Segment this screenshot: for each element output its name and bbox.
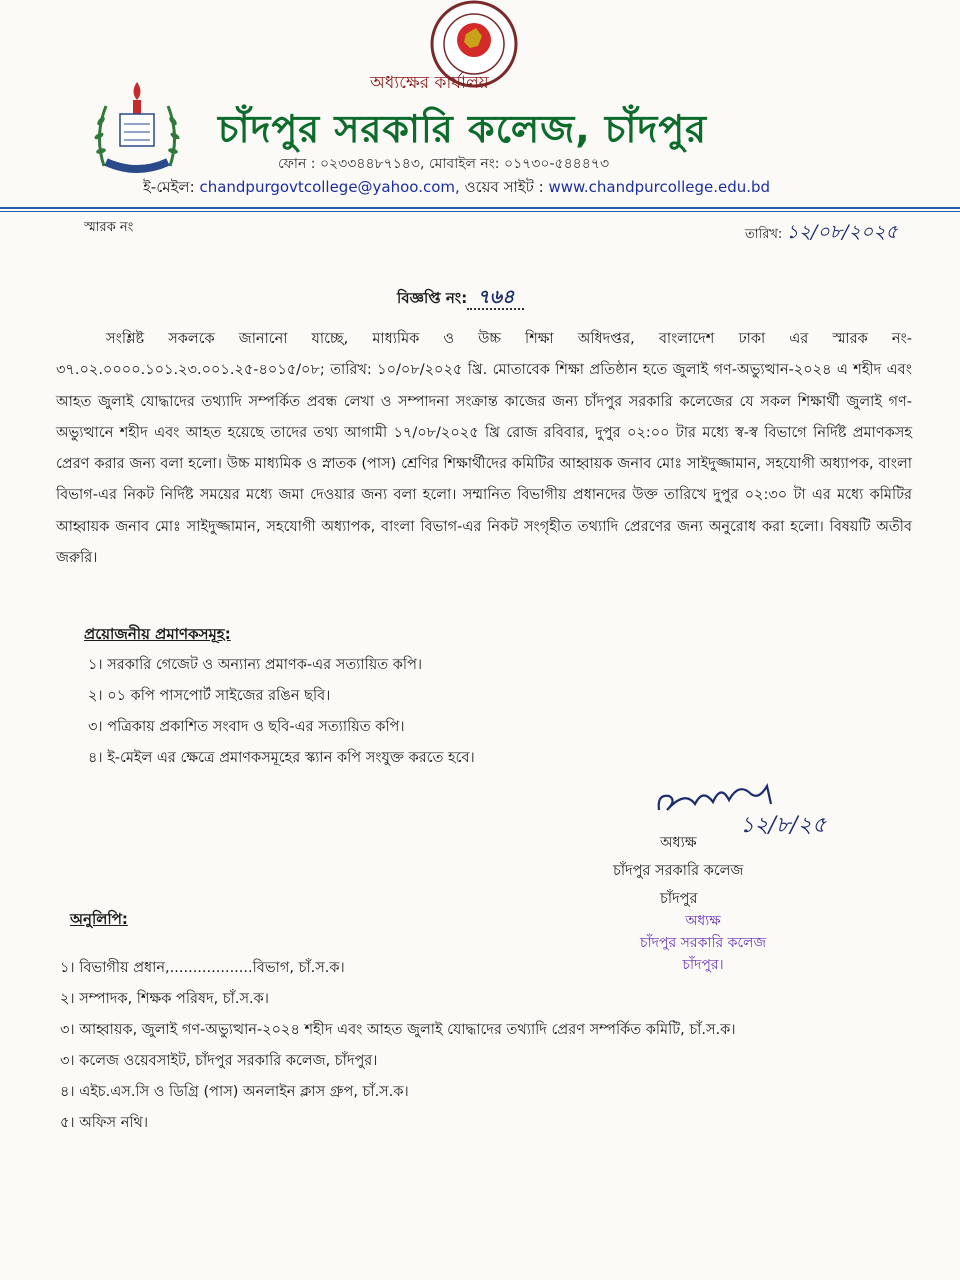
copies-list: [60, 953, 736, 1139]
date-line: [745, 218, 898, 250]
website-value[interactable]: www.chandpurcollege.edu.bd: [548, 178, 771, 196]
notice-number: ৭৬৪: [467, 286, 524, 310]
list-item: ১। সরকারি গেজেট ও অন্যান্য প্রমাণক-এর সত্যায়িত কপি।: [88, 657, 423, 673]
college-name: চাঁদপুর সরকারি কলেজ, চাঁদপুর: [218, 107, 708, 151]
contact-email-website: [143, 176, 770, 201]
list-item: ৪। ই-মেইল এর ক্ষেত্রে প্রমাণকসমূহের স্ক্যান কপি সংযুক্ত করতে হবে।: [88, 750, 475, 766]
signature-date: ১২/৮/২৫: [740, 813, 827, 838]
header-rule-thin: [0, 211, 960, 212]
date-value: ১২/০৮/২০২৫: [786, 221, 898, 243]
list-item: ১। বিভাগীয় প্রধান,..................বিভাগ, চাঁ.স.ক।: [60, 960, 345, 976]
email-value[interactable]: chandpurgovtcollege@yahoo.com,: [199, 178, 460, 196]
list-item: ২। ০১ কপি পাসপোর্ট সাইজের রঙিন ছবি।: [88, 688, 331, 704]
list-item: ৩। কলেজ ওয়েবসাইট, চাঁদপুর সরকারি কলেজ, চাঁদপুর।: [60, 1053, 378, 1069]
signatory-title: অধ্যক্ষ: [660, 835, 697, 851]
list-item: ৪। এইচ.এস.সি ও ডিগ্রি (পাস) অনলাইন ক্লাস গ্রুপ, চাঁ.স.ক।: [60, 1084, 409, 1100]
copies-title: অনুলিপি:: [70, 910, 128, 928]
signatory-college: চাঁদপুর সরকারি কলেজ: [613, 863, 744, 879]
signatory-city: চাঁদপুর: [660, 891, 698, 907]
date-label: তারিখ:: [745, 227, 783, 242]
stamp-line: চাঁদপুর।: [682, 957, 724, 973]
notice-heading: [397, 283, 524, 315]
requirements-list: [88, 650, 475, 774]
list-item: ৩। আহ্বায়ক, জুলাই গণ-অভ্যুত্থান-২০২৪ শহীদ এবং আহত জুলাই যোদ্ধাদের তথ্যাদি প্রেরণ সম্পর্কিত কমিটি, চাঁ.স.ক।: [60, 1022, 736, 1038]
website-label: ওয়েব সাইট :: [464, 178, 544, 196]
email-label: ই-মেইল:: [143, 178, 195, 196]
requirements-title: প্রয়োজনীয় প্রমাণকসমূহ:: [84, 625, 231, 643]
college-logo: [84, 76, 190, 182]
stamp-line: চাঁদপুর সরকারি কলেজ: [640, 935, 766, 951]
reference-number: স্মারক নং: [84, 220, 134, 235]
list-item: ৫। অফিস নথি।: [60, 1115, 149, 1131]
office-title: অধ্যক্ষের কার্যালয়: [370, 73, 489, 93]
list-item: ৩। পত্রিকায় প্রকাশিত সংবাদ ও ছবি-এর সত্যায়িত কপি।: [88, 719, 405, 735]
notice-label: বিজ্ঞপ্তি নং:: [397, 289, 468, 307]
contact-phone: ফোন : ০২৩৩৪৪৮৭১৪৩, মোবাইল নং: ০১৭৩০-৫৪৪৪৭৩: [278, 156, 610, 172]
stamp-line: অধ্যক্ষ: [685, 913, 721, 929]
list-item: ২। সম্পাদক, শিক্ষক পরিষদ, চাঁ.স.ক।: [60, 991, 269, 1007]
header-rule: [0, 207, 960, 209]
notice-body: সংশ্লিষ্ট সকলকে জানানো যাচ্ছে, মাধ্যমিক ও উচ্চ শিক্ষা অধিদপ্তর, বাংলাদেশ ঢাকা এর স্মারক নং- ৩৭.০২.০০০০.১০১.২৩.০০১.২৫-৪০১৫/০৮; তারিখ: ১০/০৮/২০২৫ খ্রি. মোতাবেক শিক্ষা প্রতিষ্ঠান হতে জুলাই গণ-অভ্যুত্থান-২০২৪ এ শহীদ এবং আহত জুলাই যোদ্ধাদের তথ্যাদি সম্পর্কিত প্রবন্ধ লেখা ও সম্পাদনা সংক্রান্ত কাজের জন্য চাঁদপুর সরকারি কলেজের যে সকল শিক্ষার্থী জুলাই গণ-অভ্যুত্থানে শহীদ এবং আহত হয়েছে তাদের তথ্য আগামী ১৭/০৮/২০২৫ খ্রি রোজ রবিবার, দুপুর ০২:০০ টার মধ্যে স্ব-স্ব বিভাগে নির্দিষ্ট প্রমাণকসহ প্রেরণ করার জন্য বলা হলো। উচ্চ মাধ্যমিক ও স্নাতক (পাস) শ্রেণির শিক্ষার্থীদের কমিটির আহ্বায়ক জনাব মোঃ সাইদুজ্জামান, সহযোগী অধ্যাপক, বাংলা বিভাগ-এর নিকট নির্দিষ্ট সময়ের মধ্যে জমা দেওয়ার জন্য বলা হলো। সম্মানিত বিভাগীয় প্রধানদের উক্ত তারিখে দুপুর ০২:৩০ টা এর মধ্যে কমিটির আহ্বায়ক জনাব মোঃ সাইদুজ্জামান, সহযোগী অধ্যাপক, বাংলা বিভাগ-এর নিকট সংগৃহীত তথ্যাদি প্রেরণের জন্য অনুরোধ করা হলো। বিষয়টি অতীব জরুরি।: [56, 331, 912, 567]
